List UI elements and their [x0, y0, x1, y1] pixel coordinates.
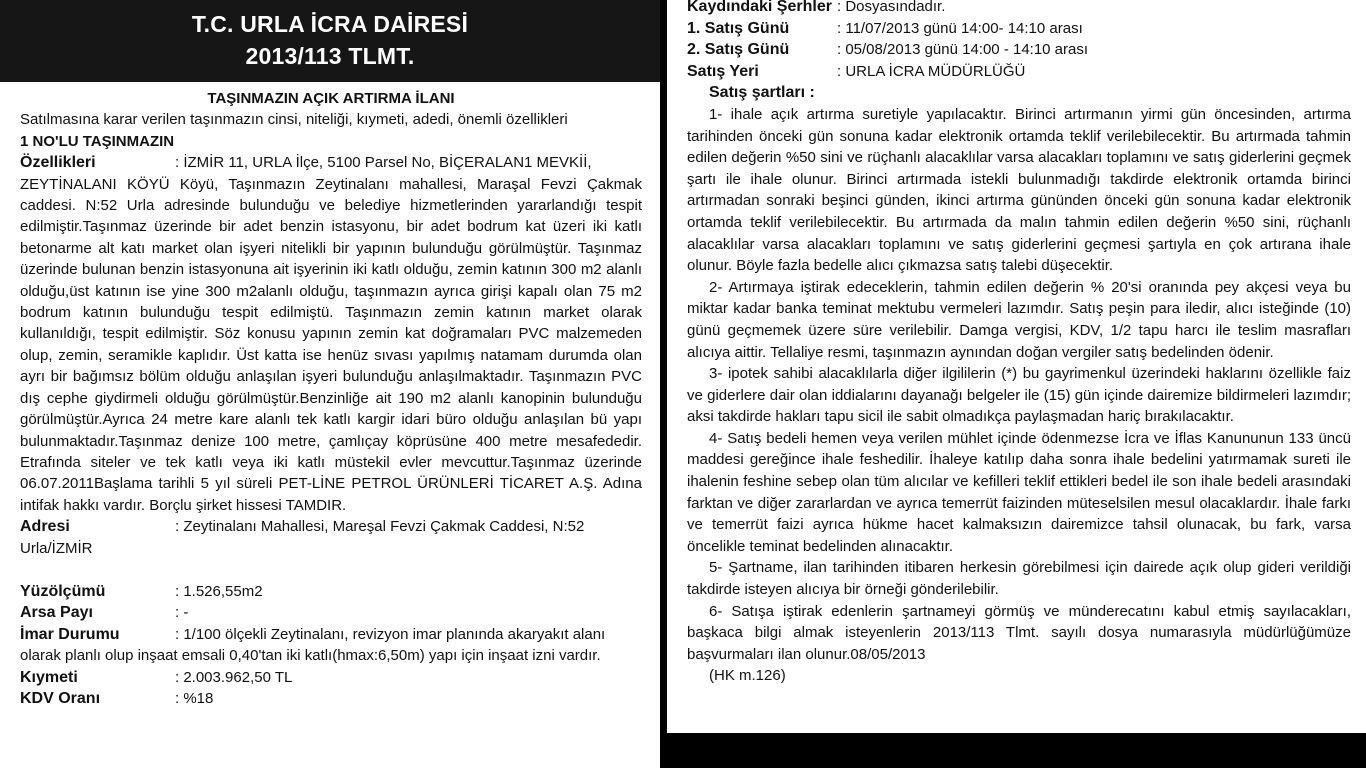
- ozellikleri-row: [20, 152, 642, 173]
- sart-4: 4- Satış bedeli hemen veya verilen mühlet içinde ödenmezse İcra ve İflas Kanununun 133 üncü maddesi gereğince ihale feshedilir. İhaleye katılıp daha sonra ihale bedelini yatırmamak sureti ile ihalenin feshine sebep olan tüm alıcılar ve kefilleri teklif ettikleri bedel ile son ihale bedeli arasındaki farktan ve diğer zararlardan ve ayrıca temerrüt faizinden müteselsilen mesul olacaklardır. İhale farkı ve temerrüt faizi ayrıca hükme hacet kalmaksızın dairemizce tahsil olunacak, bu fark, varsa öncelikle teminat bedelinden alınacaktır.: [687, 429, 1351, 555]
- ilan-header: [0, 0, 660, 82]
- adresi-text: Urla/İZMİR: [20, 539, 93, 557]
- sart-5: 5- Şartname, ilan tarihinden itibaren herkesin görebilmesi için dairede açık olup gideri verildiği takdirde isteyen alıcıya bir örneği gönderilebilir.: [687, 559, 1351, 599]
- imar-text: olarak planlı olup inşaat emsali 0,40'tan iki katlı(hmax:6,50m) yapı için inşaat izni vardır.: [20, 647, 601, 665]
- right-column: [667, 0, 1366, 733]
- right-body: [687, 0, 1351, 687]
- arsa-value: : -: [175, 604, 189, 622]
- sart-3: 3- ipotek sahibi alacaklılarla diğer ilgililerin (*) bu gayrimenkul üzerindeki haklarını özellikle faiz ve giderlere dair olan iddialarını dayanağı belgeler ile (15) gün içinde dairemize bildirmeleri lazımdır; aksi takdirde hakları tapu sicil ile sabit olmadıkça paylaşmadan hariç bırakılacaktır.: [687, 365, 1351, 426]
- kiymeti-value: : 2.003.962,50 TL: [175, 668, 293, 686]
- yuzolcumu-value: : 1.526,55m2: [175, 582, 263, 600]
- imar-first-line: : 1/100 ölçekli Zeytinalanı, revizyon imar planında akaryakıt alanı: [175, 625, 606, 643]
- ozellikleri-label: Özellikleri: [20, 154, 96, 172]
- yuzolcumu-label: Yüzölçümü: [20, 582, 106, 600]
- yuzolcumu-row: [20, 581, 642, 602]
- hk-reference: (HK m.126): [709, 667, 786, 685]
- adresi-label: Adresi: [20, 518, 70, 536]
- kdv-row: [20, 688, 642, 709]
- notice-title: TAŞINMAZIN AÇIK ARTIRMA İLANI: [207, 90, 455, 107]
- kiymeti-row: [20, 667, 642, 688]
- satis2-value: : 05/08/2013 günü 14:00 - 14:10 arası: [837, 41, 1089, 59]
- section-heading: 1 NO'LU TAŞINMAZIN: [20, 132, 175, 150]
- satis1-value: : 11/07/2013 günü 14:00- 14:10 arası: [837, 19, 1083, 37]
- ozellikleri-first-line: : İZMİR 11, URLA İlçe, 5100 Parsel No, BİÇERALAN1 MEVKİİ,: [175, 154, 592, 172]
- kdv-value: : %18: [175, 689, 214, 707]
- satis-yeri-row: [687, 61, 1351, 83]
- adresi-row: [20, 516, 642, 537]
- satis-yeri-label: Satış Yeri: [687, 62, 759, 80]
- notice-intro: Satılmasına karar verilen taşınmazın cinsi, niteliği, kıymeti, adedi, önemli özellikleri: [20, 111, 568, 129]
- adresi-first-line: : Zeytinalanı Mahallesi, Mareşal Fevzi Çakmak Caddesi, N:52: [175, 518, 585, 536]
- left-column: [0, 0, 660, 768]
- sartlar-title: Satış şartları :: [709, 84, 815, 102]
- left-body: [20, 88, 642, 709]
- kayit-label: Kaydındaki Şerhler: [687, 0, 832, 15]
- imar-row: [20, 624, 642, 645]
- satis-yeri-value: : URLA İCRA MÜDÜRLÜĞÜ: [837, 62, 1026, 80]
- kayit-row: [687, 0, 1351, 18]
- imar-label: İmar Durumu: [20, 625, 120, 643]
- ozellikleri-text: ZEYTİNALANI KÖYÜ Köyü, Taşınmazın Zeytinalanı mahallesi, Maraşal Fevzi Çakmak caddesi. N:52 Urla adresinde bulunduğu ve belediye hizmetlerinden yararlandığı tespit edilmiştir.Taşınmaz üzerinde bir adet benzin istasyonu, bir adet bodrum kat üzeri iki katlı betonarme alt katı market olan işyeri nitelikli bir yapının bulunduğu görülmüştür. Taşınmaz üzerinde bulunan benzin istasyonuna ait işyerinin iki katlı olduğu, zemin katının 300 m2 alanlı olduğu,üst katının ise yine 300 m2alanlı olduğu, taşınmazın ayrıca girişi kapalı olan 75 m2 bodrum katının bulunduğu tespit edilmiştü. Taşınmazın zemin katının market olarak kullanıldığı, tespit edilmiştir. Söz konusu yapının zemin kat doğramaları PVC malzemeden olup, zemin, seramikle kaplıdır. Üst katta ise henüz sıvası yapılmış natamam durumda olan ayrı bir bağımsız bölüm olduğu anlaşılan işyeri bulunduğu anlaşılmaktadır. Taşınmazın PVC dış cephe giydirmeli olduğu görülmüştür.Benzinliğe ait 190 m2 alanlı kanopinin bulunduğu görülmüştür.Ayrıca 24 metre kare alanlı tek katlı kargir idari büro olduğu anlaşılan bü yapı bulunmaktadır.Taşınmaz denize 100 metre, çamlıçay köprüsüne 400 metre mesafededir. Etrafında siteler ve tek katlı veya iki katlı müstekil evler mevcuttur.Taşınmaz üzerinde 06.07.2011Başlama tarihli 5 yıl süreli PET-LİNE PETROL ÜRÜNLERİ TİCARET A.Ş. Adına intifak hakkı vardır. Borçlu şirket hissesi TAMDIR.: [20, 175, 642, 514]
- kayit-value: : Dosyasındadır.: [837, 0, 946, 15]
- header-office: T.C. URLA İCRA DAİRESİ: [191, 11, 469, 37]
- arsa-label: Arsa Payı: [20, 604, 93, 622]
- sart-6: 6- Satışa iştirak edenlerin şartnameyi görmüş ve münderecatını kabul etmiş sayılacakları, başkaca bilgi almak isteyenlerin 2013/113 Tlmt. sayılı dosya numarasıyla müdürlüğümüze başvurmaları ilan olunur.08/05/2013: [687, 602, 1351, 663]
- satis1-label: 1. Satış Günü: [687, 19, 790, 37]
- kdv-label: KDV Oranı: [20, 689, 101, 707]
- satis1-row: [687, 18, 1351, 40]
- kiymeti-label: Kıymeti: [20, 668, 78, 686]
- sart-2: 2- Artırmaya iştirak edeceklerin, tahmin edilen değerin % 20'si oranında pey akçesi veya bu miktar kadar banka teminat mektubu vermeleri lazımdır. Satış peşin para iledir, alıcı isteğinde (10) günü geçmemek üzere süre verilebilir. Damga vergisi, KDV, 1/2 tapu harcı ile teslim masrafları alıcıya aittir. Tellaliye resmi, taşınmazın aynından doğan vergiler satış bedelinden ödenir.: [687, 278, 1351, 361]
- satis2-label: 2. Satış Günü: [687, 41, 790, 59]
- satis2-row: [687, 39, 1351, 61]
- arsa-row: [20, 602, 642, 623]
- header-file-no: 2013/113 TLMT.: [245, 43, 415, 69]
- sart-1: 1- ihale açık artırma suretiyle yapılacaktır. Birinci artırmanın yirmi gün öncesinden, artırma tarihinden önceki gün sonuna kadar elektronik ortamda teklif verilebilecektir. Bu artırmada tahmin edilen değerin %50 sini ve rüçhanlı alacaklılar varsa alacakları toplamını ve satış giderlerini geçmek şartı ile ihale olunur. Birinci artırmada istekli bulunmadığı takdirde elektronik ortamda birinci artırmadan sonraki beşinci günden, ikinci artırma gününden önceki gün sonuna kadar elektronik ortamda teklif verilebilecektir. Bu artırmada da malın tahmin edilen değerin %50 sini, rüçhanlı alacaklılar varsa alacakları toplamını ve satış giderlerini geçmesi şartıyla en çok artırana ihale olunur. Böyle fazla bedelle alıcı çıkmazsa satış talebi düşecektir.: [687, 105, 1351, 275]
